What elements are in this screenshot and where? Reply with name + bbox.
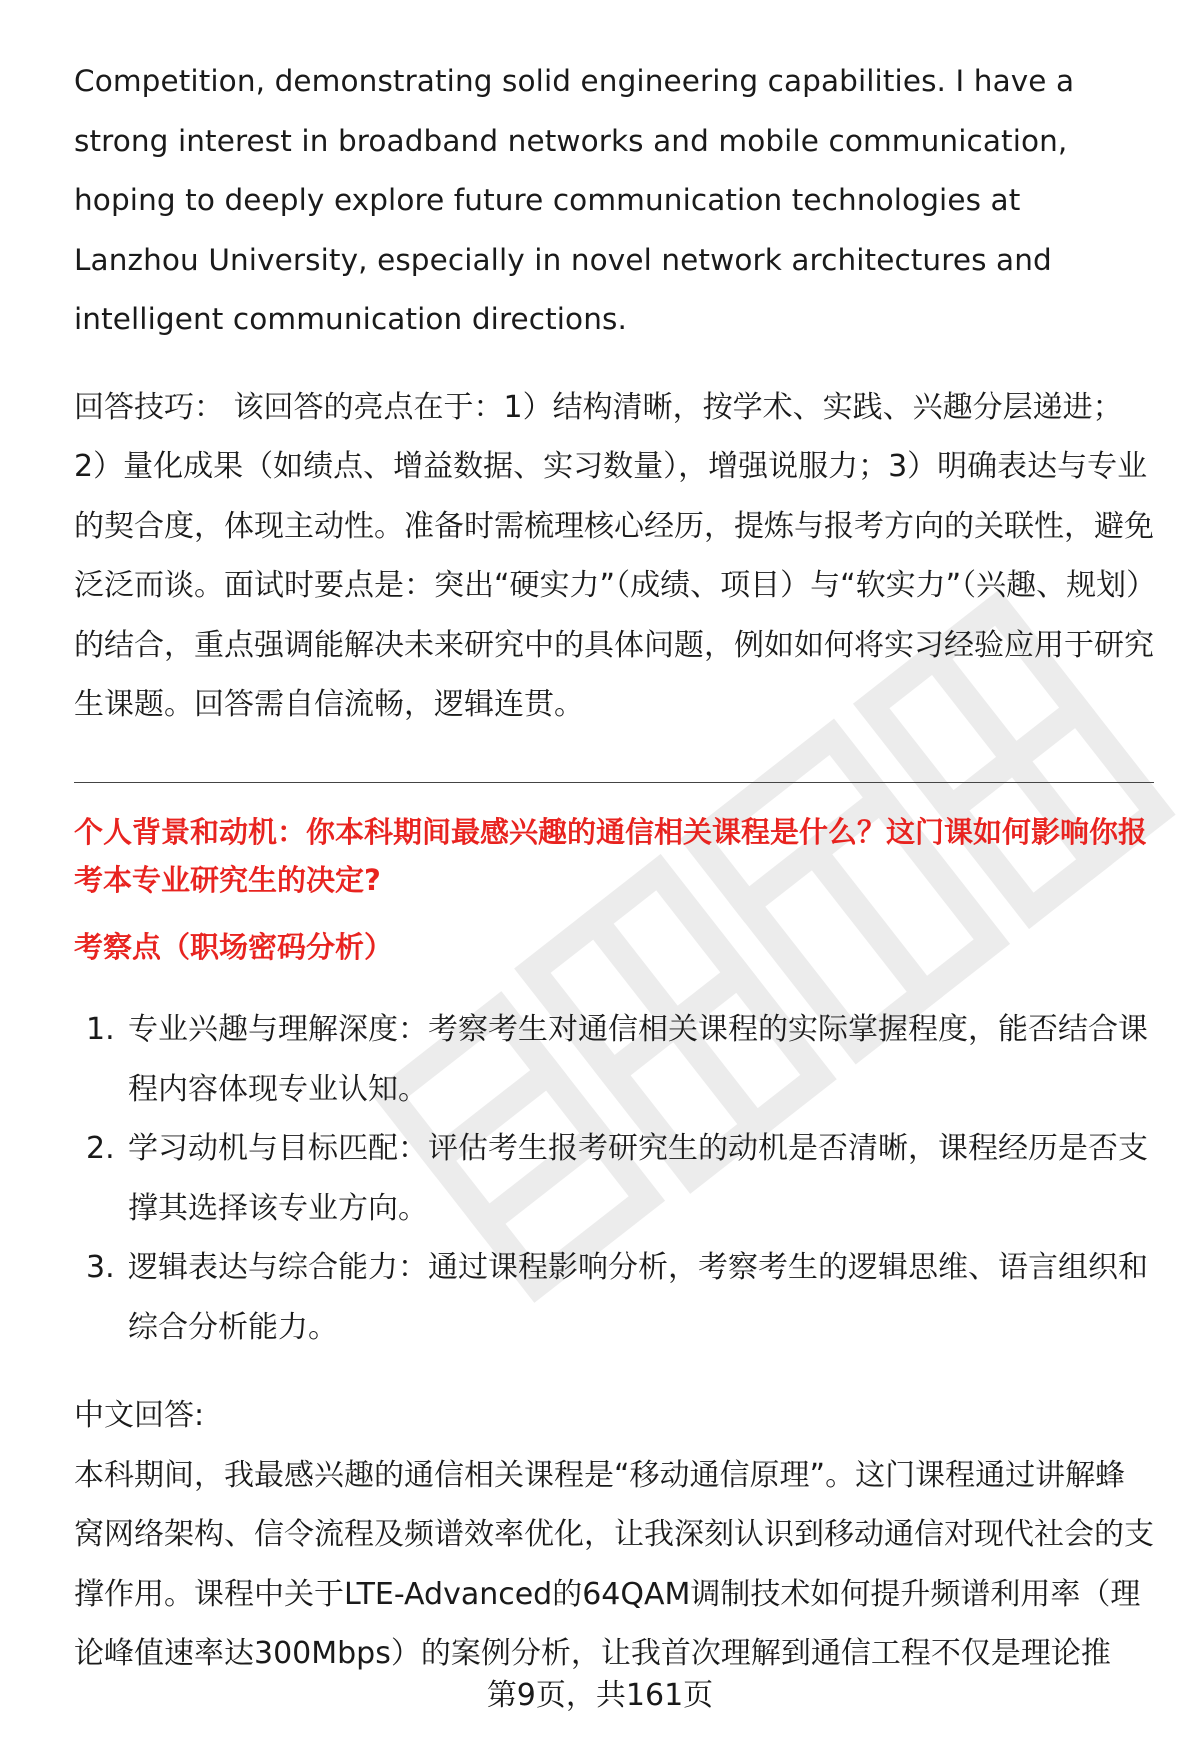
answer-block [74, 1386, 1154, 1684]
question-title: 个人背景和动机：你本科期间最感兴趣的通信相关课程是什么？这门课如何影响你报考本专业研究生的决定? [74, 815, 1148, 897]
list-item [74, 1000, 1154, 1119]
list-item-number: 1. [86, 1012, 115, 1047]
page-footer: 第9页，共161页 [486, 1678, 714, 1713]
top-text-block [74, 52, 1154, 735]
answer-label: 中文回答: [74, 1398, 205, 1433]
tips-paragraph: 回答技巧： 该回答的亮点在于：1）结构清晰，按学术、实践、兴趣分层递进；2）量化成果（如绩点、增益数据、实习数量），增强说服力；3）明确表达与专业的契合度，体现主动性。准备时需梳理核心经历，提炼与报考方向的关联性，避免泛泛而谈。面试时要点是：突出“硬实力”（成绩、项目）与“软实力”（兴趣、规划）的结合，重点强调能解决未来研究中的具体问题，例如如何将实习经验应用于研究生课题。回答需自信流畅，逻辑连贯。 [74, 389, 1154, 722]
list-item [74, 1119, 1154, 1238]
intro-paragraph: Competition, demonstrating solid engineering capabilities. I have a strong interest in broadband networks and mobile communication, hoping to deeply explore future communication technologies at Lanzhou University, especially in novel network architectures and intelligent communication directions. [74, 64, 1075, 336]
list-item-number: 3. [86, 1250, 115, 1285]
list-item-number: 2. [86, 1131, 115, 1166]
section-divider [74, 782, 1154, 783]
assessment-list [74, 1000, 1154, 1357]
list-item [74, 1238, 1154, 1357]
assessment-title: 考察点（职场密码分析） [74, 930, 394, 964]
list-item-text: 专业兴趣与理解深度：考察考生对通信相关课程的实际掌握程度，能否结合课程内容体现专业认知。 [128, 1012, 1148, 1107]
list-item-text: 学习动机与目标匹配：评估考生报考研究生的动机是否清晰，课程经历是否支撑其选择该专业方向。 [128, 1131, 1148, 1226]
answer-paragraph: 本科期间，我最感兴趣的通信相关课程是“移动通信原理”。这门课程通过讲解蜂窝网络架构、信令流程及频谱效率优化，让我深刻认识到移动通信对现代社会的支撑作用。课程中关于LTE-Advanced的64QAM调制技术如何提升频谱利用率（理论峰值速率达300Mbps）的案例分析，让我首次理解到通信工程不仅是理论推 [74, 1457, 1154, 1671]
list-item-text: 逻辑表达与综合能力：通过课程影响分析，考察考生的逻辑思维、语言组织和综合分析能力。 [128, 1250, 1148, 1345]
